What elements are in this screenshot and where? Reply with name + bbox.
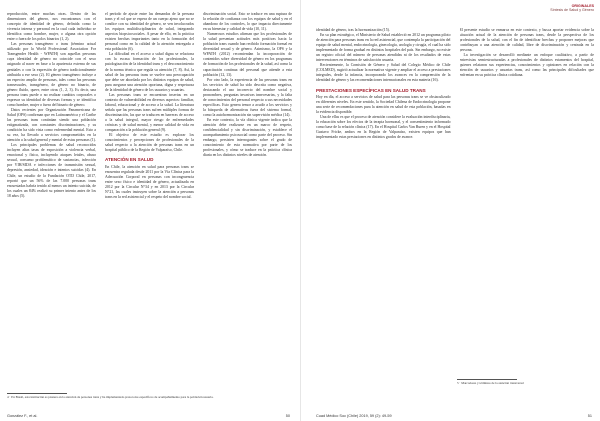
footnote-rule <box>457 379 517 380</box>
page-number: 50 <box>285 414 290 418</box>
page-number: 51 <box>587 414 592 418</box>
paragraph: Por otro lado, la experiencia de las personas trans en los servicios de salud ha sido descrita como negativa, destacando el uso incorrecto del nombre social y pronombres, preguntas invasivas innecesarias, y la falta de conocimientos del personal respecto a sus necesidades específicas. Esto genera temor a acudir a los servicios y la búsqueda de alternativas fuera del sistema formal, como la autohormonización sin supervisión médica (14). <box>203 77 292 117</box>
paragraph: En este contexto, la vía clínica vigente indica que la atención debe realizarse en un marco de respeto, confidencialidad y sin discriminación, y establece el acompañamiento psicosocial como parte del proceso. Sin embargo, persisten interrogantes sobre el grado de conocimiento de esta normativa por parte de los profesionales, y cómo se traduce en la práctica clínica diaria en los distintos niveles de atención. <box>203 117 292 158</box>
section-heading-atencion: ATENCIÓN EN SALUD <box>105 157 154 163</box>
left-page-columns <box>7 12 292 200</box>
paragraph: discriminación social. Esto se traduce en una ruptura de la relación de confianza con los equipos de salud y en el abandono de los controles, lo que impacta directamente en su bienestar y calidad de vida (10, 11). <box>203 12 292 32</box>
left-column-3 <box>203 12 292 200</box>
paragraph: reproducción, entre muchas otras. Dentro de las dimensiones del género, nos encontramos con el concepto de identidad de género, definida como la vivencia interna y personal en la cual cada individuo se identifica como hombre, mujer, o alguna otra opción entre o fuera de los polos binarios (1, 2). <box>7 12 96 42</box>
paragraph: En su plan estratégico, el Ministerio de Salud estableció en 2012 un programa piloto de atención para personas trans en la red asistencial, que contempla la participación del equipo de salud mental, endocrinología, ginecología, urología y cirugía, el cual ha sido implementado de forma gradual en distintos hospitales del país. Sin embargo, no existe un registro oficial del número de personas atendidas ni de los resultados de estas intervenciones en términos de satisfacción usuaria. <box>316 33 451 63</box>
paragraph: Hoy en día, el acceso a servicios de salud para las personas trans se ve obstaculizado en diferentes niveles. En este sentido, la Sociedad Chilena de Endocrinología propone una serie de recomendaciones para la atención en salud de esta población, basadas en la evidencia disponible. <box>316 95 451 115</box>
paragraph: el período de ajuste entre las demandas de la persona trans y el rol que se espera de un cuerpo ajeno que no se condice con su identidad de género, se ven involucrados los equipos multidisciplinarios de salud, integrando aspectos biopsicosociales. A pesar de ello, en la práctica existen brechas importantes tanto en la formación del personal como en la calidad de la atención entregada a esta población (6). <box>105 12 194 52</box>
right-footnote-block <box>457 376 594 385</box>
footnote-rule <box>7 393 67 394</box>
left-column-1 <box>7 12 96 200</box>
footer-author: González F., et al. <box>7 414 38 418</box>
running-header <box>550 4 594 13</box>
footer-citation: Cuad Médico Soc (Chile) 2019, 59 (2): 49-59 <box>316 414 392 418</box>
footnote: 5 · Marcadores y términos de la atención transversal <box>457 380 524 385</box>
right-column-1 <box>316 28 451 141</box>
paragraph: La dificultad en el acceso a salud digna se relaciona con la escasa formación de los profesionales, la patologización de la identidad trans y el desconocimiento de la norma técnica que regula su atención (7, 8). Así, la salud de las personas trans se vuelve una preocupación que debe ser abordada por los distintos equipos de salud, para asegurar una atención oportuna, digna y respetuosa de la identidad de género de los usuarios y usuarias. <box>105 52 194 92</box>
paragraph: Recientemente, la Comisión de Género y Salud del Colegio Médico de Chile (COLMED), sugirió actualizar la normativa vigente y ampliar el acceso a prestaciones integrales, desde la infancia, incorporando los avances en la comprensión de la identidad de género y las recomendaciones internacionales en esta materia (16). <box>316 63 451 83</box>
right-column-2 <box>460 28 595 141</box>
paragraph: Una de ellas es que el proceso de atención considere la evaluación interdisciplinaria, la educación sobre los efectos de la terapia hormonal, y el consentimiento informado como base de la relación clínica (17). En el Hospital Carlos Van Buren y en el Hospital Gustavo Fricke, ambos en la Región de Valparaíso, existen equipos que han implementado estas prestaciones en distintos grados de avance. <box>316 115 451 140</box>
running-header-section: ORIGINALES <box>571 4 594 8</box>
paragraph: Las personas transgénero o trans (término actual utilizado por la World Professional Association For Transgender Health - WPATH) son aquellas personas cuya identidad de género no coincide con el sexo asignado al nacer en base a la apariencia externa de sus genitales o con la expresión de género tradicionalmente atribuida a ese sexo (2). El género transgénero incluye a un espectro amplio de personas, tales como las personas transexuales, transgénero, de género no binario, de género fluido, queer, entre otras (1, 2, 3). Es decir, una persona trans puede o no realizar cambios corporales o expresar su identidad de diversas formas y se identifica como hombre, mujer o fuera del binario de género. <box>7 42 96 107</box>
running-header-title: Síntesis de Salud y Género <box>550 8 594 13</box>
left-column-2 <box>105 12 194 200</box>
paragraph: Las personas trans se encuentran insertas en un contexto de vulnerabilidad en diversos aspectos: familiar, laboral, educacional y de acceso a la salud. La literatura señala que las personas trans sufren múltiples formas de discriminación, las que se traducen en barreras de acceso a la salud integral, mayor riesgo de enfermedades crónicas y de salud mental, y menor calidad de vida en comparación a la población general (9). <box>105 92 194 133</box>
right-page <box>300 0 600 421</box>
paragraph: El presente estudio se enmarca en este contexto, y busca aportar evidencia sobre la situación actual de la atención de personas trans, desde la perspectiva de los profesionales de la salud, con el fin de identificar brechas y proponer mejoras que contribuyan a una atención de calidad, libre de discriminación y centrada en la persona. <box>459 28 594 53</box>
paragraph: En Chile, la atención en salud para personas trans se encuentra regulada desde 2011 por la Vía Clínica para la Adecuación Corporal en personas con incongruencia entre sexo físico e identidad de género, actualizada en 2012 por la Circular N°34 y en 2013 por la Circular N°21, las cuales instruyen sobre la atención a personas trans en la red asistencial y el respeto del nombre social. <box>105 164 194 200</box>
paragraph: La investigación se desarrolló mediante un enfoque cualitativo, a partir de entrevistas semiestructuradas a profesionales de distintos estamentos del hospital, quienes relataron sus experiencias, conocimientos y opiniones en relación con la atención de usuarios y usuarias trans, así como las principales dificultades que enfrentan en su práctica clínica cotidiana. <box>459 53 594 78</box>
paragraph: El objetivo de este estudio es explorar los conocimientos y percepciones de profesionales de la salud respecto a la atención de personas trans en un hospital público de la Región de Valparaíso, Chile. <box>105 133 194 153</box>
paragraph: Numerosos estudios afirman que los profesionales de la salud presentan actitudes más positivas hacia la población trans cuando han recibido formación formal en diversidad sexual y de género. Asimismo, la OPS y la WPATH (2012) recomiendan la incorporación de contenidos sobre diversidad de género en los programas de formación de los profesionales de la salud, así como la capacitación continua del personal que atiende a esta población (12, 13). <box>203 32 292 77</box>
paragraph: Los principales problemas de salud reconocidos incluyen altas tasas de exposición a violencia verbal, emocional y física, incluyendo ataques letales, abuso sexual, consumo problemático de sustancias, infección por VIH/SIDA e infecciones de transmisión sexual, depresión, ansiedad, ideación e intentos suicidas (4). En Chile, un estudio de la Fundación OTD Chile, 2017, reportó que un 56% de las 7.000 personas trans encuestadas habría tenido al menos un intento suicida, de los cuales un 84% realizó su primer intento antes de los 18 años (5). <box>7 143 96 198</box>
paragraph: Datos recientes por Organización Panamericana de Salud (OPS) confirman que en Latinoamérica y el Caribe las personas trans continúan siendo una población estigmatizada, con constantes discriminaciones, y su condición ha sido vista como enfermedad mental. Esto a su vez, ha llevado a servicios comprometidos en la atención a la salud general y mental de estas personas (1). <box>7 107 96 143</box>
left-footnote-block <box>7 390 292 399</box>
paragraph: identidad de género, tras la hormonización (15). <box>316 28 390 32</box>
footnote: 4 · En Brasil, esta institución es pionera en la atención de personas trans y ha implementado protocolos específicos de acompañamiento para la población usuaria. <box>7 394 214 399</box>
right-page-columns <box>316 28 594 141</box>
section-heading-prestaciones: PRESTACIONES ESPECÍFICAS EN SALUD TRANS <box>316 87 426 93</box>
